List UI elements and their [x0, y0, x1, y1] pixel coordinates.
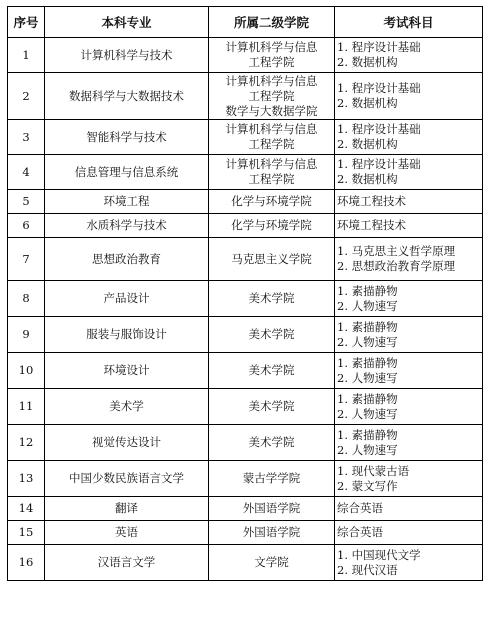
cell-major: 英语: [45, 521, 209, 545]
subject-line: 2. 人物速写: [337, 298, 398, 313]
table-row: [8, 317, 483, 353]
table-header-row: [8, 7, 483, 38]
cell-subjects: [335, 389, 483, 425]
college-line: 工程学院: [248, 55, 295, 69]
cell-college: [209, 214, 335, 238]
cell-major: 环境工程: [45, 190, 209, 214]
cell-college: [209, 317, 335, 353]
cell-major: 智能科学与技术: [45, 120, 209, 155]
college-line: 马克思主义学院: [231, 251, 312, 266]
cell-college: [209, 38, 335, 73]
subject-line: 2. 人物速写: [337, 442, 398, 457]
cell-major: 美术学: [45, 389, 209, 425]
cell-college: [209, 521, 335, 545]
header-major: 本科专业: [45, 7, 209, 38]
cell-subjects: [335, 545, 483, 581]
cell-no: 7: [8, 238, 45, 281]
table-row: [8, 545, 483, 581]
cell-subjects: [335, 238, 483, 281]
cell-subjects: [335, 281, 483, 317]
cell-major: 计算机科学与技术: [45, 38, 209, 73]
subject-line: 2. 现代汉语: [337, 562, 398, 577]
cell-subjects: [335, 38, 483, 73]
cell-major: 数据科学与大数据技术: [45, 73, 209, 120]
table-row: [8, 497, 483, 521]
subject-line: 1. 中国现代文学: [337, 547, 421, 562]
cell-subjects: [335, 73, 483, 120]
subject-line: 2. 人物速写: [337, 370, 398, 385]
cell-college: [209, 389, 335, 425]
subject-line: 2. 蒙文写作: [337, 478, 398, 493]
table-row: [8, 521, 483, 545]
cell-subjects: [335, 120, 483, 155]
cell-no: 12: [8, 425, 45, 461]
subject-line: 2. 数据机构: [337, 96, 398, 110]
subject-line: 2. 人物速写: [337, 406, 398, 421]
subject-line: 2. 人物速写: [337, 334, 398, 349]
college-line: 计算机科学与信息: [225, 157, 318, 171]
header-subjects: 考试科目: [335, 7, 483, 38]
cell-no: 8: [8, 281, 45, 317]
subject-line: 1. 程序设计基础: [337, 157, 421, 171]
cell-major: 视觉传达设计: [45, 425, 209, 461]
college-line: 美术学院: [248, 435, 295, 449]
cell-college: [209, 545, 335, 581]
cell-no: 11: [8, 389, 45, 425]
college-line: 计算机科学与信息: [225, 73, 318, 88]
cell-college: [209, 461, 335, 497]
table-row: [8, 461, 483, 497]
subject-line: 1. 素描静物: [337, 391, 398, 406]
college-line: 工程学院: [248, 137, 295, 151]
subject-line: 2. 数据机构: [337, 137, 398, 151]
college-line: 文学院: [254, 555, 289, 569]
cell-college: [209, 425, 335, 461]
subject-line: 综合英语: [337, 501, 383, 515]
cell-college: [209, 238, 335, 281]
subject-line: 1. 素描静物: [337, 355, 398, 370]
cell-college: [209, 155, 335, 190]
cell-college: [209, 281, 335, 317]
table-row: [8, 214, 483, 238]
college-line: 计算机科学与信息: [225, 40, 318, 54]
college-line: 美术学院: [248, 363, 295, 377]
cell-major: 水质科学与技术: [45, 214, 209, 238]
header-college: 所属二级学院: [209, 7, 335, 38]
cell-major: 产品设计: [45, 281, 209, 317]
cell-college: [209, 353, 335, 389]
cell-major: 环境设计: [45, 353, 209, 389]
cell-major: 思想政治教育: [45, 238, 209, 281]
college-line: 蒙古学学院: [242, 471, 301, 485]
table-row: [8, 38, 483, 73]
college-line: 计算机科学与信息: [225, 122, 318, 136]
subject-line: 环境工程技术: [337, 218, 406, 232]
subject-line: 1. 程序设计基础: [337, 81, 421, 95]
exam-subjects-table-wrapper: [7, 6, 483, 581]
table-row: [8, 155, 483, 190]
college-line: 化学与环境学院: [231, 194, 312, 208]
college-line: 数学与大数据学院: [225, 103, 318, 118]
subject-line: 1. 程序设计基础: [337, 40, 421, 54]
table-row: [8, 238, 483, 281]
cell-subjects: [335, 190, 483, 214]
cell-no: 16: [8, 545, 45, 581]
subject-line: 2. 思想政治教育学原理: [337, 259, 456, 273]
cell-subjects: [335, 461, 483, 497]
table-row: [8, 353, 483, 389]
subject-line: 1. 马克思主义哲学原理: [337, 244, 456, 258]
cell-no: 3: [8, 120, 45, 155]
cell-subjects: [335, 353, 483, 389]
cell-subjects: [335, 497, 483, 521]
cell-no: 5: [8, 190, 45, 214]
subject-line: 2. 数据机构: [337, 55, 398, 69]
exam-subjects-table: [7, 6, 483, 581]
cell-no: 10: [8, 353, 45, 389]
cell-no: 13: [8, 461, 45, 497]
college-line: 工程学院: [248, 172, 295, 186]
subject-line: 1. 程序设计基础: [337, 122, 421, 136]
table-row: [8, 73, 483, 120]
cell-college: [209, 190, 335, 214]
cell-subjects: [335, 214, 483, 238]
cell-college: [209, 497, 335, 521]
header-no: 序号: [8, 7, 45, 38]
cell-college: [209, 120, 335, 155]
college-line: 美术学院: [248, 399, 295, 413]
college-line: 外国语学院: [242, 501, 301, 515]
table-row: [8, 120, 483, 155]
subject-line: 1. 素描静物: [337, 283, 398, 298]
cell-major: 中国少数民族语言文学: [45, 461, 209, 497]
cell-no: 2: [8, 73, 45, 120]
cell-no: 9: [8, 317, 45, 353]
college-line: 化学与环境学院: [231, 218, 312, 232]
cell-major: 翻译: [45, 497, 209, 521]
subject-line: 1. 素描静物: [337, 319, 398, 334]
cell-no: 1: [8, 38, 45, 73]
cell-no: 6: [8, 214, 45, 238]
subject-line: 环境工程技术: [337, 194, 406, 208]
college-line: 美术学院: [248, 327, 295, 341]
cell-major: 服装与服饰设计: [45, 317, 209, 353]
table-row: [8, 389, 483, 425]
table-row: [8, 425, 483, 461]
cell-subjects: [335, 155, 483, 190]
subject-line: 综合英语: [337, 525, 383, 539]
cell-major: 信息管理与信息系统: [45, 155, 209, 190]
cell-subjects: [335, 425, 483, 461]
table-row: [8, 281, 483, 317]
subject-line: 1. 现代蒙古语: [337, 463, 410, 478]
cell-major: 汉语言文学: [45, 545, 209, 581]
cell-college: [209, 73, 335, 120]
cell-no: 14: [8, 497, 45, 521]
college-line: 美术学院: [248, 291, 295, 305]
cell-subjects: [335, 521, 483, 545]
table-row: [8, 190, 483, 214]
cell-no: 4: [8, 155, 45, 190]
cell-subjects: [335, 317, 483, 353]
college-line: 外国语学院: [242, 525, 301, 539]
subject-line: 1. 素描静物: [337, 427, 398, 442]
college-line: 工程学院: [248, 88, 295, 103]
cell-no: 15: [8, 521, 45, 545]
subject-line: 2. 数据机构: [337, 172, 398, 186]
